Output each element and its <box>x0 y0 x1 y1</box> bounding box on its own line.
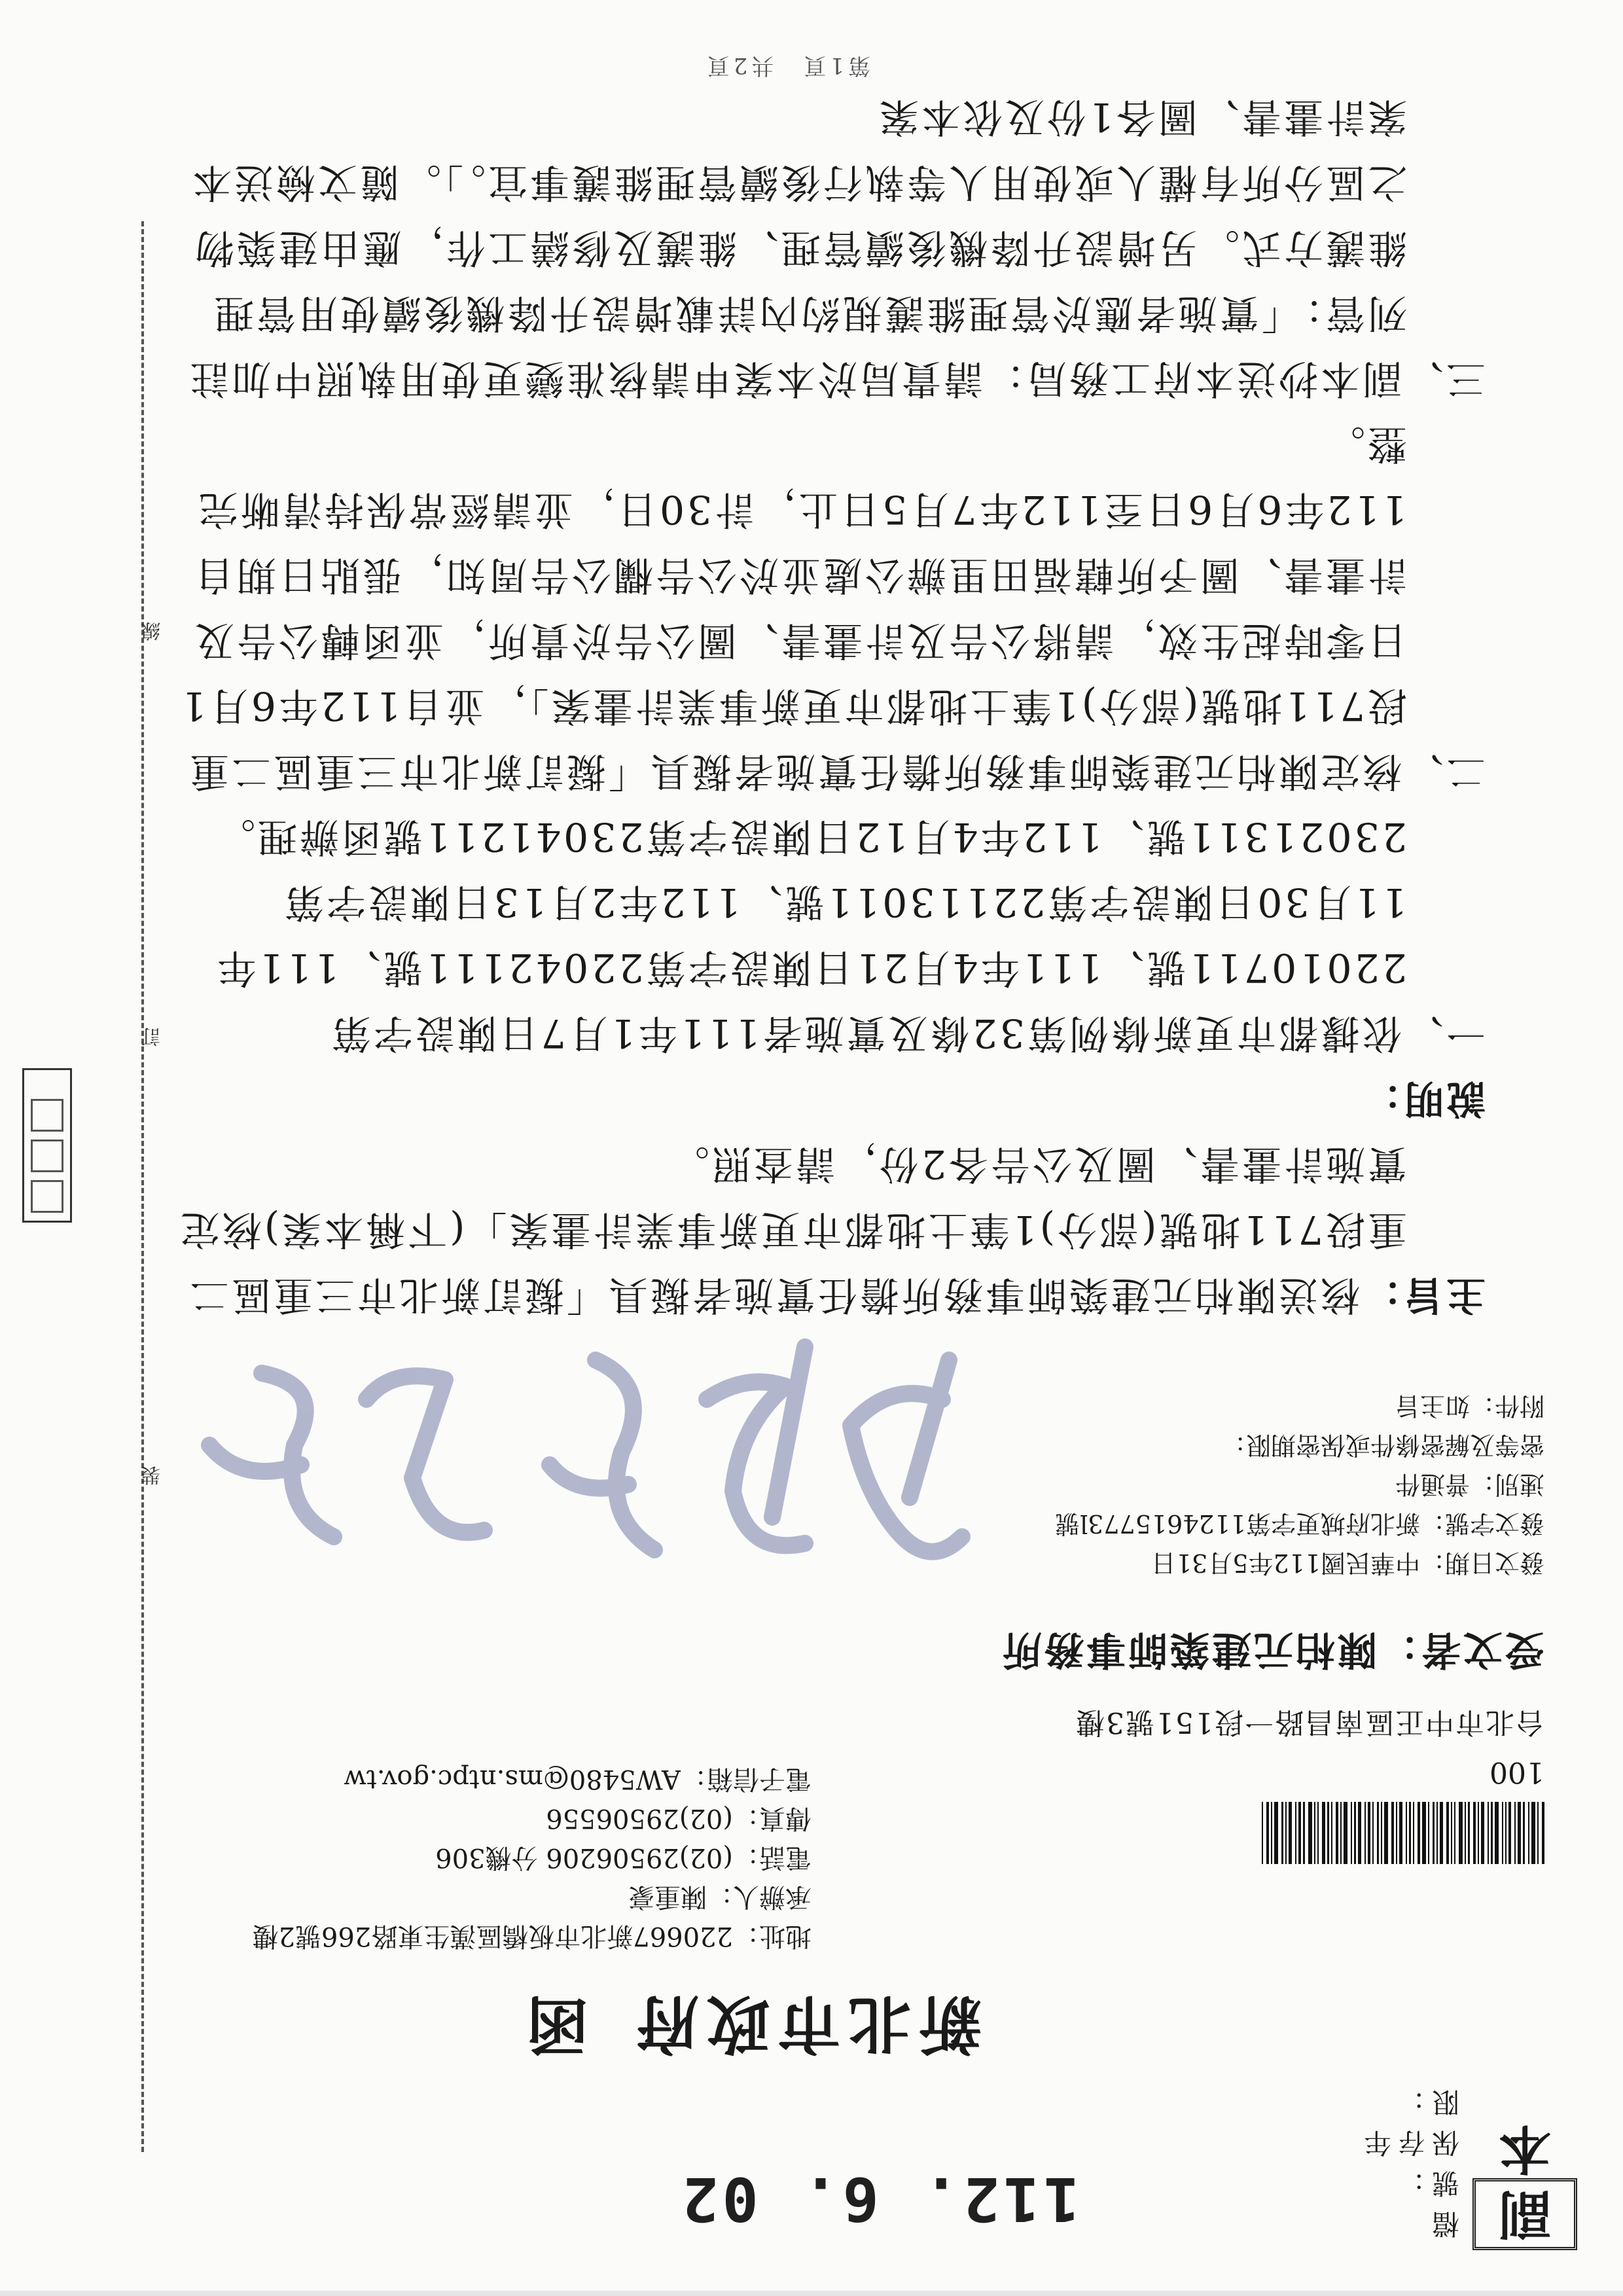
sender-fax: 傳真：(02)29506556 <box>546 1803 812 1833</box>
barcode-bar <box>1289 1802 1292 1864</box>
retention-label: 保存年限： <box>1357 2086 1459 2159</box>
barcode-bar <box>1399 1802 1402 1864</box>
barcode-bar <box>1488 1802 1489 1864</box>
postal-code: 100 <box>1489 1755 1544 1789</box>
barcode-bar <box>1473 1802 1476 1864</box>
barcode-bar <box>1451 1802 1452 1864</box>
signature-seal <box>151 1314 1021 1596</box>
barcode-bar <box>1478 1802 1479 1864</box>
barcode-bar <box>1266 1802 1269 1864</box>
barcode-bar <box>1433 1802 1435 1864</box>
barcode-bar <box>1298 1802 1301 1864</box>
barcode-bar <box>1303 1802 1305 1864</box>
barcode-bar <box>1409 1802 1411 1864</box>
org-name: 新北市政府 <box>628 1987 982 2061</box>
barcode-bar <box>1481 1802 1484 1864</box>
barcode-bar <box>1396 1802 1397 1864</box>
barcode-bar <box>1322 1802 1325 1864</box>
barcode-bar <box>1295 1802 1296 1864</box>
secrecy-level: 密等及解密條件或保密期限： <box>1221 1431 1544 1460</box>
file-no-label: 檔 號： <box>1391 2167 1459 2240</box>
barcode-bar <box>1327 1802 1329 1864</box>
sender-address: 地址：220667新北市板橋區漢生東路266號2樓 <box>252 1921 812 1951</box>
barcode-bar <box>1377 1802 1379 1864</box>
barcode-bar <box>1537 1802 1539 1864</box>
barcode-bar <box>1336 1802 1338 1864</box>
barcode-bar <box>1384 1802 1388 1864</box>
explain-label: 說明： <box>1360 1075 1486 1121</box>
issue-number: 發文字號：新北府城更字第1124615773l號 <box>1055 1509 1544 1538</box>
issue-date: 發文日期：中華民國112年5月31日 <box>1150 1549 1544 1577</box>
barcode-bar <box>1308 1802 1312 1864</box>
page-number: 第1頁 共2頁 <box>703 52 870 79</box>
delivery-speed: 速別：普通件 <box>1395 1470 1544 1499</box>
binding-mark-2: 訂 <box>141 1024 160 1047</box>
barcode-bar <box>1317 1802 1319 1864</box>
barcode-bar <box>1274 1802 1278 1864</box>
barcode-bar <box>1465 1802 1466 1864</box>
barcode-bar <box>1281 1802 1283 1864</box>
barcode-bar <box>1468 1802 1470 1864</box>
barcode-bar <box>1531 1802 1535 1864</box>
barcode-bar <box>1440 1802 1443 1864</box>
barcode-bar <box>1285 1802 1287 1864</box>
receipt-stamp <box>22 1068 72 1223</box>
barcode-bar <box>1262 1802 1263 1864</box>
subject-label: 主旨： <box>1360 1272 1486 1318</box>
barcode-bar <box>1364 1802 1366 1864</box>
barcode-bar <box>1528 1802 1529 1864</box>
barcode-bar <box>1372 1802 1374 1864</box>
recipient-address: 台北市中正區南昌路一段151號3樓 <box>1075 1706 1544 1739</box>
subject <box>177 1131 1486 1327</box>
barcode <box>1126 1802 1544 1864</box>
subject-text: 核送陳柏元建築師事務所擔任實施者擬具「擬訂新北市三重區二重段711地號(部分)1筆土地都市更新事業計畫案」(下稱本案)核定實施計畫書、圖及公告各2份，請查照。 <box>177 1141 1407 1318</box>
barcode-bar <box>1271 1802 1272 1864</box>
binding-mark-3: 線 <box>141 619 160 641</box>
doc-type: 函 <box>518 1987 589 2061</box>
sender-email: 電子信箱：AW5480@ms.ntpc.gov.tw <box>344 1764 812 1794</box>
barcode-bar <box>1314 1802 1315 1864</box>
sender-phone: 電話：(02)29506206 分機306 <box>435 1842 812 1873</box>
barcode-bar <box>1514 1802 1516 1864</box>
letter-body <box>177 84 1486 1327</box>
document-meta <box>1055 1386 1544 1583</box>
barcode-bar <box>1518 1802 1521 1864</box>
archive-info <box>1119 2081 1459 2244</box>
explain-item-3: 三、副本抄送本府工務局：請貴局於本案申請核准變更使用執照中加註列管：「實施者應於管理維護規約內詳載增設升降機後續使用管理維護方式。另增設升降機後續管理、維護及修繕工作，應由建築物之區分所有權人或使用人等執行後續管理維護事宜。」。隨文檢送本案計畫書、圖各1份及依本案 <box>187 94 1486 401</box>
copy-stamp: 副本 <box>1472 2178 1577 2250</box>
barcode-bar <box>1508 1802 1511 1864</box>
page-title <box>518 1984 982 2073</box>
barcode-bar <box>1391 1802 1394 1864</box>
barcode-bar <box>1505 1802 1507 1864</box>
explain-item-1: 一、依據都市更新條例第32條及實施者111年1月7日陳設字第22010711號、111年4月21日陳設字第22042111號、111年11月30日陳設字第22113011號、112年2月13日陳設字第23021311號、112年4月12日陳設字第23041211號函辦理。 <box>213 814 1486 1056</box>
barcode-bar <box>1331 1802 1332 1864</box>
barcode-bar <box>1351 1802 1352 1864</box>
barcode-bar <box>1368 1802 1370 1864</box>
barcode-bar <box>1523 1802 1525 1864</box>
barcode-bar <box>1344 1802 1347 1864</box>
barcode-bar <box>1422 1802 1426 1864</box>
barcode-bar <box>1340 1802 1342 1864</box>
barcode-bar <box>1428 1802 1429 1864</box>
barcode-bar <box>1413 1802 1414 1864</box>
barcode-bar <box>1502 1802 1503 1864</box>
barcode-bar <box>1459 1802 1463 1864</box>
barcode-bar <box>1491 1802 1493 1864</box>
sender-info <box>79 1759 812 1956</box>
barcode-bar <box>1418 1802 1420 1864</box>
barcode-bar <box>1542 1802 1544 1864</box>
receive-date-stamp: 112. 6. 02 <box>678 2164 1080 2234</box>
explain-item-2: 二、核定陳柏元建築師事務所擔任實施者擬具「擬訂新北市三重區二重段711地號(部分)1筆土地都市更新事業計畫案」，並自112年6月1日零時起生效，請將公告及計畫書、圖公告於貴所，並函轉公告及計畫書、圖予所轄福田里辦公處並於公告欄公告周知，張貼日期自112年6月6日至112年7月5日止，計30日，並請經常保持清晰完整。 <box>179 421 1486 794</box>
barcode-bar <box>1495 1802 1499 1864</box>
attachment-note: 附件：如主旨 <box>1395 1391 1544 1420</box>
barcode-bar <box>1381 1802 1382 1864</box>
barcode-bar <box>1454 1802 1455 1864</box>
barcode-bar <box>1446 1802 1449 1864</box>
scan-edge <box>0 2291 1623 2296</box>
binding-mark-1: 裝 <box>141 1463 160 1486</box>
barcode-bar <box>1358 1802 1361 1864</box>
recipient: 受文者：陳柏元建築師事務所 <box>1000 1626 1544 1672</box>
barcode-bar <box>1436 1802 1438 1864</box>
barcode-bar <box>1406 1802 1407 1864</box>
barcode-bar <box>1354 1802 1356 1864</box>
binding-line <box>141 221 144 2152</box>
sender-officer: 承辦人：陳重豪 <box>628 1882 812 1912</box>
